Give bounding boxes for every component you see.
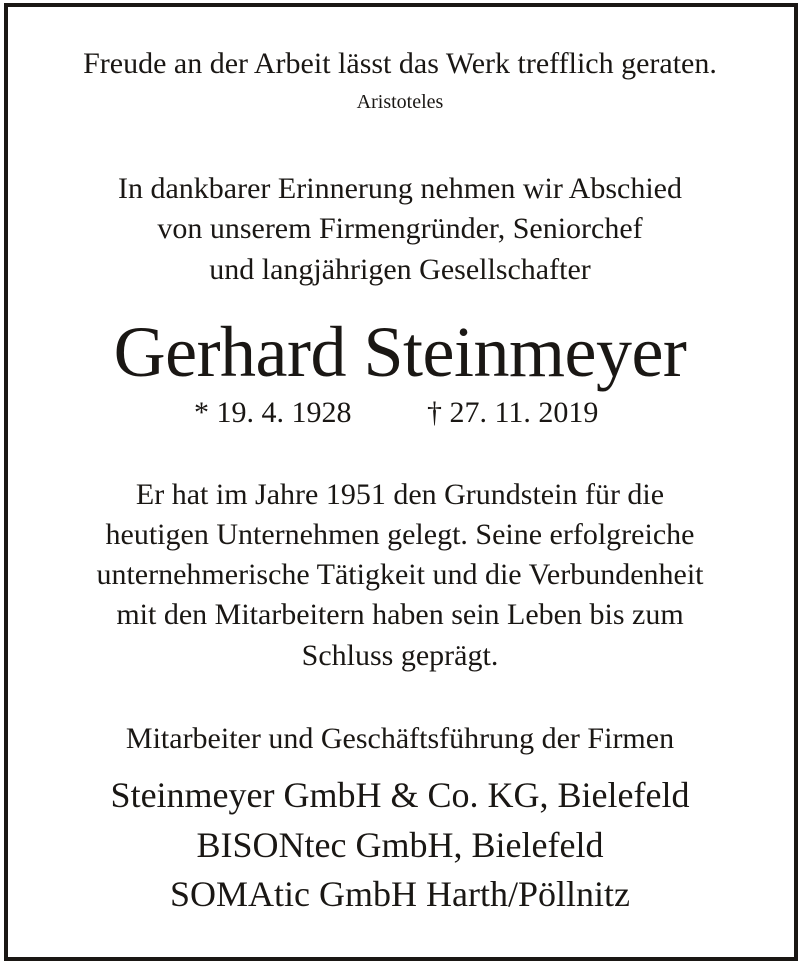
deceased-name: Gerhard Steinmeyer [113,312,687,392]
tribute-line: mit den Mitarbeitern haben sein Leben bis zum [116,598,684,631]
mourners-line: Mitarbeiter und Geschäftsführung der Firmen [125,722,675,755]
intro-line: und langjährigen Gesellschafter [209,253,591,286]
death-date: † 27. 11. 2019 [427,396,599,429]
company-name: BISONtec GmbH, Bielefeld [196,825,604,865]
company-name: SOMAtic GmbH Harth/Pöllnitz [170,874,630,914]
company-name: Steinmeyer GmbH & Co. KG, Bielefeld [110,775,690,815]
quote-author: Aristoteles [356,91,444,113]
tribute-line: unternehmerische Tätigkeit und die Verbundenheit [96,558,704,591]
tribute-line: Er hat im Jahre 1951 den Grundstein für die [135,478,665,511]
quote-text: Freude an der Arbeit lässt das Werk trefflich geraten. [83,47,717,80]
tribute-line: Schluss geprägt. [301,639,499,672]
tribute-line: heutigen Unternehmen gelegt. Seine erfolgreiche [105,518,695,551]
intro-line: In dankbarer Erinnerung nehmen wir Abschied [118,172,682,205]
birth-date: * 19. 4. 1928 [194,396,352,429]
intro-line: von unserem Firmengründer, Seniorchef [157,212,643,245]
